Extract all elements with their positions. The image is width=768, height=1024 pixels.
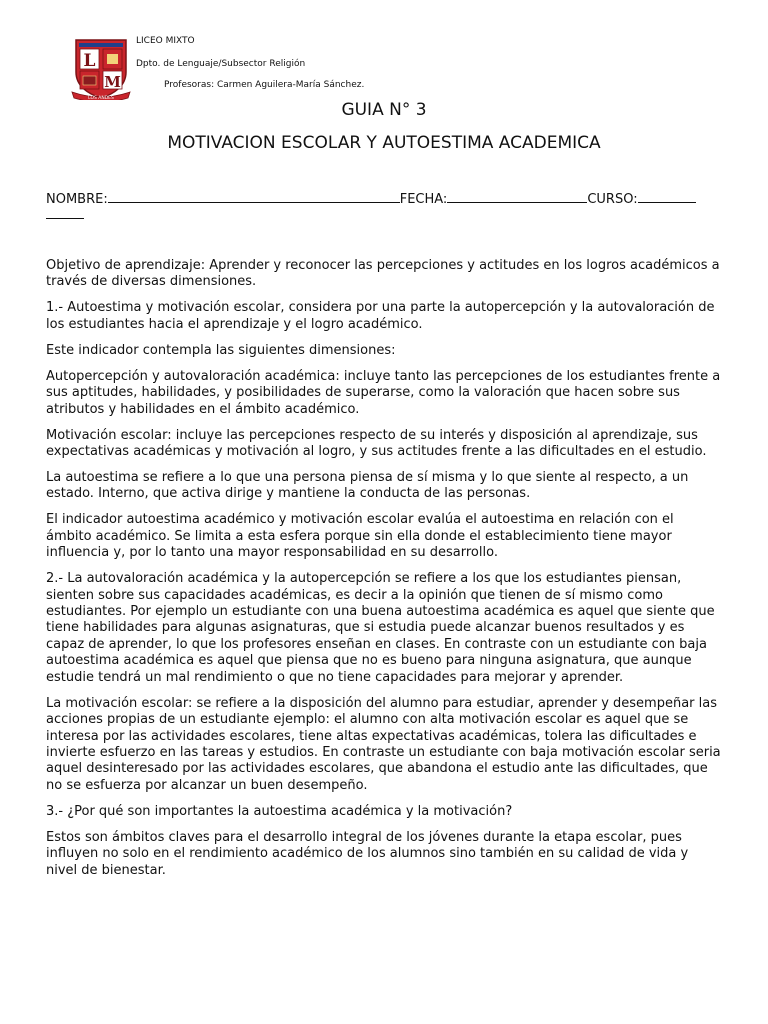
paragraph-7: 2.- La autovaloración académica y la autopercepción se refiere a los que los estudiantes piensan, sienten sobre sus capacidades académicas, es decir a la opinión que tienen de sí mismo como estudiantes. Por ejemplo un estudiante con una buena autoestima académica es aquel que siente que tiene habilidades para algunas asignaturas, que si estudia puede alcanzar buenos resultados y es capaz de aprender, lo que los profesores enseñan en clases. En contraste con un estudiante con baja autoestima académica es aquel que piensa que no es bueno para ninguna asignatura, que aunque estudie tendrá un mal rendimiento o que no tiene capacidades para mejorar y aprender. [46,571,715,685]
paragraph-4: Motivación escolar: incluye las percepciones respecto de su interés y disposición al aprendizaje, sus expectativas académicas y motivación al logro, y sus actitudes frente a las dificultades en el estudio. [46,427,707,460]
department-name: Dpto. de Lenguaje/Subsector Religión [136,59,306,69]
course-blank-2[interactable] [46,206,84,219]
course-blank[interactable] [638,190,696,203]
date-label: FECHA: [399,192,448,207]
paragraph-5: La autoestima se refiere a lo que una persona piensa de sí misma y lo que siente al respecto, a un estado. Interno, que activa dirige y mantiene la conducta de las personas. [46,470,689,502]
svg-text:L: L [83,51,96,71]
document-body [46,258,722,889]
school-crest-logo [70,36,132,100]
paragraph-2: Este indicador contempla las siguientes dimensiones: [46,342,396,358]
paragraph-3: Autopercepción y autovaloración académica: incluye tanto las percepciones de los estudiantes frente a sus aptitudes, habilidades, y posibilidades de superarse, como la valoración que hacen sobre sus atributos y habilidades en el ámbito académico. [46,368,721,417]
course-blank-continuation [46,206,246,224]
paragraph-objective: Objetivo de aprendizaje: Aprender y reconocer las percepciones y actitudes en los logros académicos a través de diversas dimensiones. [46,258,720,290]
svg-text:M: M [104,73,121,91]
school-name: LICEO MIXTO [136,36,195,46]
paragraph-8: La motivación escolar: se refiere a la disposición del alumno para estudiar, aprender y desempeñar las acciones propias de un estudiante ejemplo: el alumno con alta motivación escolar es aquel que se interesa por las actividades escolares, tiene altas expectativas académicas, tolera las dificultades e invierte esfuerzo en las tareas y estudios. En contraste un estudiante con baja motivación escolar seria aquel desinteresado por las actividades escolares, que abandona el estudio ante las dificultades, que no se esfuerza por alcanzar un buen desempeño. [46,695,721,793]
teachers-line: Profesoras: Carmen Aguilera-María Sánchez. [164,80,365,90]
paragraph-6: El indicador autoestima académico y motivación escolar evalúa el autoestima en relación con el ámbito académico. Se limita a esta esfera porque sin ella donde el establecimiento tiene mayor influencia y, por lo tanto una mayor responsabilidad en su desarrollo. [46,512,674,561]
paragraph-10: Estos son ámbitos claves para el desarrollo integral de los jóvenes durante la etapa escolar, pues influyen no solo en el rendimiento académico de los alumnos sino también en su calidad de vida y nivel de bienestar. [46,829,689,878]
paragraph-9: 3.- ¿Por qué son importantes la autoestima académica y la motivación? [46,803,513,819]
page-title: GUIA N° 3 [341,100,427,120]
page-subtitle: MOTIVACION ESCOLAR Y AUTOESTIMA ACADEMICA [167,133,601,153]
name-label: NOMBRE: [46,192,108,207]
date-blank[interactable] [447,190,587,203]
course-label: CURSO: [587,192,638,207]
name-blank[interactable] [108,190,400,203]
paragraph-1: 1.- Autoestima y motivación escolar, considera por una parte la autopercepción y la autovaloración de los estudiantes hacia el aprendizaje y el logro académico. [46,300,715,332]
logo-ribbon-text: LOS ANDES [88,96,114,100]
